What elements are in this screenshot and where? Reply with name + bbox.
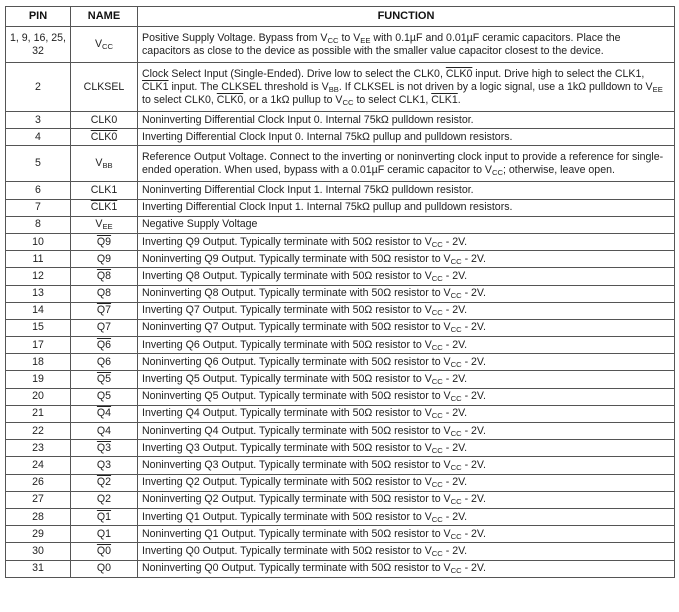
function-cell: Noninverting Q5 Output. Typically terminate with 50Ω resistor to $V_{CC} - 2V$. (138, 388, 675, 405)
pin-cell: 18 (6, 354, 71, 371)
function-cell: Noninverting Q4 Output. Typically terminate with 50Ω resistor to $V_{CC} - 2V$. (138, 423, 675, 440)
pin-cell: 7 (6, 199, 71, 216)
function-cell: Noninverting Differential Clock Input 0. Internal 75kΩ pulldown resistor. (138, 112, 675, 129)
pin-cell: 31 (6, 560, 71, 577)
header-pin: PIN (6, 7, 71, 27)
table-row (6, 440, 675, 457)
pin-cell: 14 (6, 302, 71, 319)
name-cell: Q0 (71, 560, 138, 577)
name-cell: Q1 (71, 526, 138, 543)
pin-description-table (5, 6, 675, 578)
function-cell: Inverting Q3 Output. Typically terminate with 50Ω resistor to $V_{CC} - 2V$. (138, 440, 675, 457)
name-cell: Q9 (71, 251, 138, 268)
table-row (6, 27, 675, 63)
table-row (6, 251, 675, 268)
function-cell: Noninverting Q7 Output. Typically terminate with 50Ω resistor to $V_{CC} - 2V$. (138, 319, 675, 336)
pin-cell: 29 (6, 526, 71, 543)
function-cell: Positive Supply Voltage. Bypass from $V_{CC}$ to $V_{EE}$ with 0.1µF and 0.01µF ceramic capacitors. Place the capacitors as close to the device as possible with the smaller value capacitor closest to the device. (138, 27, 675, 63)
pin-cell: 20 (6, 388, 71, 405)
name-cell: Q3 (71, 457, 138, 474)
name-cell: Q3 (71, 440, 138, 457)
table-header-row (6, 7, 675, 27)
table-row (6, 146, 675, 182)
function-cell: Noninverting Q9 Output. Typically terminate with 50Ω resistor to $V_{CC} - 2V$. (138, 251, 675, 268)
table-row (6, 268, 675, 285)
table-row (6, 285, 675, 302)
output-pin-rows (6, 233, 675, 577)
function-cell: Inverting Q4 Output. Typically terminate with 50Ω resistor to $V_{CC} - 2V$. (138, 405, 675, 422)
function-cell: Reference Output Voltage. Connect to the inverting or noninverting clock input to provide a reference for single-ended operation. When used, bypass with a 0.01µF ceramic capacitor to $V_{CC}$; otherwise, leave open. (138, 146, 675, 182)
function-cell: Inverting Q2 Output. Typically terminate with 50Ω resistor to $V_{CC} - 2V$. (138, 474, 675, 491)
name-cell: Q6 (71, 354, 138, 371)
pin-description-table-container (5, 6, 675, 578)
function-cell: Inverting Q7 Output. Typically terminate with 50Ω resistor to $V_{CC} - 2V$. (138, 302, 675, 319)
header-name: NAME (71, 7, 138, 27)
function-cell: Noninverting Q6 Output. Typically terminate with 50Ω resistor to $V_{CC} - 2V$. (138, 354, 675, 371)
name-cell: Q9 (71, 233, 138, 250)
function-cell: Inverting Differential Clock Input 0. Internal 75kΩ pullup and pulldown resistors. (138, 129, 675, 146)
table-row (6, 457, 675, 474)
table-row (6, 233, 675, 250)
name-cell: Q4 (71, 423, 138, 440)
function-cell: Noninverting Q1 Output. Typically terminate with 50Ω resistor to $V_{CC} - 2V$. (138, 526, 675, 543)
pin-cell: 3 (6, 112, 71, 129)
table-row (6, 112, 675, 129)
table-row (6, 302, 675, 319)
pin-cell: 6 (6, 182, 71, 199)
name-cell: Q0 (71, 543, 138, 560)
pin-cell: 19 (6, 371, 71, 388)
function-cell: Noninverting Q8 Output. Typically terminate with 50Ω resistor to $V_{CC} - 2V$. (138, 285, 675, 302)
pin-cell: 4 (6, 129, 71, 146)
table-row (6, 405, 675, 422)
pin-cell: 5 (6, 146, 71, 182)
function-cell: Noninverting Q3 Output. Typically terminate with 50Ω resistor to $V_{CC} - 2V$. (138, 457, 675, 474)
table-row (6, 526, 675, 543)
function-cell: Negative Supply Voltage (138, 216, 675, 233)
function-cell: Clock Select Input (Single-Ended). Drive low to select the CLK0, CLK0 input. Drive high to select the CLK1, CLK1 input. The CLKSEL threshold is $V_{BB}$. If CLKSEL is not driven by a logic signal, use a 1kΩ pulldown to $V_{EE}$ to select CLK0, CLK0, or a 1kΩ pullup to $V_{CC}$ to select CLK1, CLK1. (138, 63, 675, 112)
name-cell: $V_{BB}$ (71, 146, 138, 182)
table-row (6, 182, 675, 199)
table-row (6, 491, 675, 508)
pin-cell: 22 (6, 423, 71, 440)
name-cell: Q8 (71, 268, 138, 285)
pin-cell: 17 (6, 337, 71, 354)
pin-cell: 13 (6, 285, 71, 302)
pin-cell: 12 (6, 268, 71, 285)
name-cell: CLKSEL (71, 63, 138, 112)
pin-cell: 1, 9, 16, 25, 32 (6, 27, 71, 63)
function-cell: Noninverting Q2 Output. Typically terminate with 50Ω resistor to $V_{CC} - 2V$. (138, 491, 675, 508)
pin-cell: 21 (6, 405, 71, 422)
pin-cell: 28 (6, 508, 71, 525)
function-cell: Inverting Q5 Output. Typically terminate with 50Ω resistor to $V_{CC} - 2V$. (138, 371, 675, 388)
name-cell: CLK1 (71, 199, 138, 216)
name-cell: CLK0 (71, 129, 138, 146)
name-cell: Q2 (71, 474, 138, 491)
table-row (6, 371, 675, 388)
function-cell: Inverting Q8 Output. Typically terminate with 50Ω resistor to $V_{CC} - 2V$. (138, 268, 675, 285)
table-row (6, 199, 675, 216)
pin-cell: 27 (6, 491, 71, 508)
name-cell: Q7 (71, 302, 138, 319)
name-cell: CLK0 (71, 112, 138, 129)
pin-cell: 24 (6, 457, 71, 474)
name-cell: Q2 (71, 491, 138, 508)
name-cell: $V_{CC}$ (71, 27, 138, 63)
pin-cell: 23 (6, 440, 71, 457)
table-row (6, 560, 675, 577)
table-row (6, 474, 675, 491)
table-row (6, 354, 675, 371)
function-cell: Inverting Differential Clock Input 1. Internal 75kΩ pullup and pulldown resistors. (138, 199, 675, 216)
name-cell: Q4 (71, 405, 138, 422)
header-function: FUNCTION (138, 7, 675, 27)
table-row (6, 543, 675, 560)
table-row (6, 63, 675, 112)
name-cell: Q7 (71, 319, 138, 336)
function-cell: Noninverting Q0 Output. Typically terminate with 50Ω resistor to $V_{CC} - 2V$. (138, 560, 675, 577)
table-row (6, 388, 675, 405)
pin-cell: 26 (6, 474, 71, 491)
name-cell: Q1 (71, 508, 138, 525)
table-row (6, 337, 675, 354)
table-row (6, 216, 675, 233)
name-cell: Q5 (71, 388, 138, 405)
name-cell: Q5 (71, 371, 138, 388)
table-row (6, 423, 675, 440)
table-row (6, 129, 675, 146)
function-cell: Inverting Q0 Output. Typically terminate with 50Ω resistor to $V_{CC} - 2V$. (138, 543, 675, 560)
table-row (6, 508, 675, 525)
name-cell: Q8 (71, 285, 138, 302)
pin-cell: 15 (6, 319, 71, 336)
table-row (6, 319, 675, 336)
pin-cell: 10 (6, 233, 71, 250)
name-cell: Q6 (71, 337, 138, 354)
pin-cell: 30 (6, 543, 71, 560)
function-cell: Inverting Q6 Output. Typically terminate with 50Ω resistor to $V_{CC} - 2V$. (138, 337, 675, 354)
function-cell: Noninverting Differential Clock Input 1. Internal 75kΩ pulldown resistor. (138, 182, 675, 199)
name-cell: CLK1 (71, 182, 138, 199)
name-cell: $V_{EE}$ (71, 216, 138, 233)
pin-cell: 8 (6, 216, 71, 233)
pin-cell: 2 (6, 63, 71, 112)
pin-cell: 11 (6, 251, 71, 268)
function-cell: Inverting Q1 Output. Typically terminate with 50Ω resistor to $V_{CC} - 2V$. (138, 508, 675, 525)
function-cell: Inverting Q9 Output. Typically terminate with 50Ω resistor to $V_{CC} - 2V$. (138, 233, 675, 250)
